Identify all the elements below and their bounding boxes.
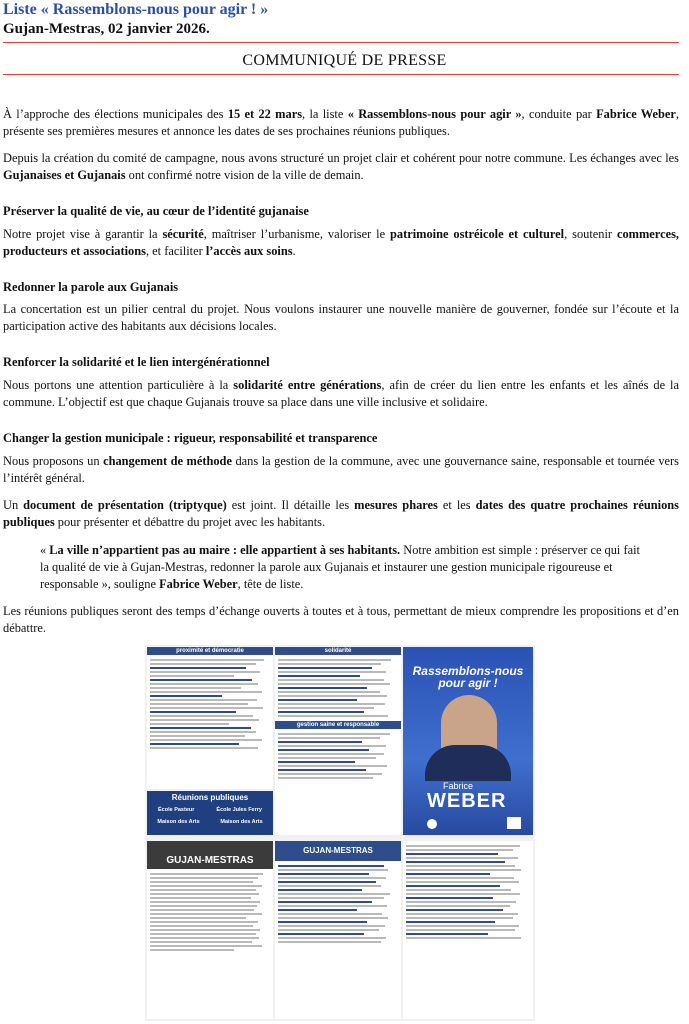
venue-2: Maison des Arts: [220, 819, 263, 825]
meetings-title: Réunions publiques: [171, 793, 249, 802]
brochure-panel-solidarity: [275, 647, 401, 835]
intro-paragraph-1: À l’approche des élections municipales des 15 et 22 mars, la liste « Rassemblons-nous pour agir », conduite par Fabrice Weber, présente ses premières mesures et annonce les dates de ses prochaines réunions publiques.: [3, 107, 679, 138]
udr-logo-icon: [507, 817, 521, 829]
panel-text: [147, 655, 273, 753]
panel-heading: proximité et démocratie: [147, 647, 273, 655]
title-rule: [3, 74, 679, 75]
meetings-banner: [147, 791, 273, 835]
place-date: Gujan-Mestras, 02 janvier 2026.: [3, 21, 210, 37]
school-2: École Jules Ferry: [216, 807, 262, 813]
section-heading-voice: Redonner la parole aux Gujanais: [3, 280, 179, 294]
brochure-panel-town: [147, 841, 273, 1019]
section-paragraph-voice: La concertation est un pilier central du projet. Nous voulons instaurer une nouvelle manière de gouverner, fondée sur l’écoute et la participation active des habitants aux décisions locales.: [3, 302, 679, 333]
header: [3, 0, 268, 38]
top-rule: [3, 42, 679, 43]
party-logo-icon: [427, 819, 437, 829]
brochure-panel-heritage: [403, 841, 533, 1019]
cover-slogan: Rassemblons-nous pour agir !: [412, 664, 524, 690]
intro-paragraph-2: Depuis la création du comité de campagne, nous avons structuré un projet clair et cohérent pour notre commune. Les échanges avec les Gujanaises et Gujanais ont confirmé notre vision de la ville de demain.: [3, 151, 679, 182]
panel-heading: solidarité: [275, 647, 401, 655]
venue-1: Maison des Arts: [157, 819, 200, 825]
section-paragraph-solidarity: Nous portons une attention particulière à la solidarité entre générations, afin de créer du lien entre les enfants et les aînés de la commune. L’objectif est que chaque Gujanais trouve sa place dans une ville inclusive et solidaire.: [3, 378, 679, 409]
section-paragraph-quality: Notre projet vise à garantir la sécurité, maîtriser l’urbanisme, valoriser le patrimoine ostréicole et culturel, soutenir commerces, producteurs et associations, et faciliter l’accès aux soins.: [3, 227, 679, 258]
section-paragraph-management: Nous proposons un changement de méthode dans la gestion de la commune, avec une gouvernance saine, responsable et tournée vers l’intérêt général.: [3, 454, 679, 485]
program-banner: GUJAN-MESTRAS: [275, 841, 401, 861]
triptych-image: [145, 645, 535, 1021]
list-title: Liste « Rassemblons-nous pour agir ! »: [3, 1, 269, 18]
cover-first-name: Fabrice: [443, 781, 474, 791]
brochure-cover: [403, 647, 533, 835]
school-1: École Pasteur: [158, 807, 195, 813]
section-heading-solidarity: Renforcer la solidarité et le lien intergénérationnel: [3, 355, 270, 369]
town-banner: GUJAN-MESTRAS: [147, 841, 273, 869]
brochure-panel-democracy: [147, 647, 273, 789]
cover-last-name: WEBER: [427, 790, 507, 812]
page-title: COMMUNIQUÉ DE PRESSE: [242, 52, 447, 69]
closing-paragraph: Les réunions publiques seront des temps d’échange ouverts à toutes et à tous, permettant de mieux comprendre les propositions et d’en débattre.: [3, 604, 679, 635]
section-heading-management: Changer la gestion municipale : rigueur, responsabilité et transparence: [3, 431, 378, 445]
section-heading-quality: Préserver la qualité de vie, au cœur de l’identité gujanaise: [3, 204, 309, 218]
brochure-panel-program: [275, 841, 401, 1019]
section-paragraph-document: Un document de présentation (triptyque) est joint. Il détaille les mesures phares et les dates des quatre prochaines réunions publiques pour présenter et débattre du projet avec les habitants.: [3, 498, 679, 529]
quote-block: « La ville n’appartient pas au maire : elle appartient à ses habitants. Notre ambition est simple : préserver ce qui fait la qualité de vie à Gujan-Mestras, redonner la parole aux Gujanais et instaurer une gestion municipale rigoureuse et responsable », souligne Fabrice Weber, tête de liste.: [40, 543, 640, 591]
panel-heading-2: gestion saine et responsable: [275, 721, 401, 729]
